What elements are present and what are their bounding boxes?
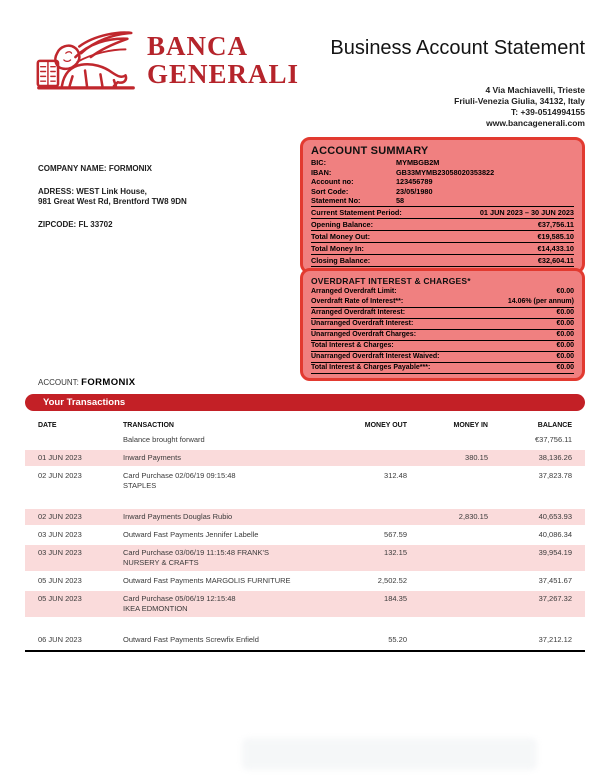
col-transaction: TRANSACTION (123, 422, 174, 429)
overdraft-title: OVERDRAFT INTEREST & CHARGES* (311, 276, 471, 286)
account-summary-title: ACCOUNT SUMMARY (311, 145, 429, 157)
cell-date (38, 435, 123, 445)
cell-transaction: Outward Fast Payments Jennifer Labelle (123, 530, 259, 539)
transaction-row (25, 509, 585, 525)
cell-transaction: Outward Fast Payments Screwfix Enfield (123, 635, 259, 644)
field-value: €14,433.10 (537, 243, 574, 253)
transactions-section (25, 394, 585, 652)
transactions-body (25, 432, 585, 648)
summary-field (311, 187, 574, 197)
cell-transaction: Balance brought forward (123, 435, 205, 444)
field-value: €37,756.11 (537, 219, 574, 229)
summary-row (311, 242, 574, 254)
cell-transaction-line2: IKEA EDMONTION (123, 604, 188, 613)
account-label: ACCOUNT: (38, 378, 79, 387)
cell-transaction-line2: STAPLES (123, 481, 157, 490)
cell-money-in (407, 594, 488, 614)
field-label: Statement No: (311, 196, 361, 206)
field-value: €0.00 (556, 309, 574, 316)
field-label: Current Statement Period: (311, 207, 402, 217)
cell-money-in (407, 548, 488, 568)
cell-money-out: 55.20 (388, 635, 407, 644)
overdraft-row (311, 352, 574, 363)
field-label: BIC: (311, 158, 326, 167)
cell-date: 03 JUN 2023 (38, 548, 82, 557)
summary-field (311, 168, 574, 178)
field-value: 123456789 (396, 177, 433, 187)
summary-row (311, 218, 574, 230)
cell-money-out: 567.59 (384, 530, 407, 539)
cell-balance: 37,267.32 (538, 594, 572, 603)
cell-money-out (322, 453, 407, 463)
summary-row (311, 230, 574, 242)
overdraft-row (311, 308, 574, 319)
field-label: Arranged Overdraft Limit: (311, 288, 397, 295)
field-value: €19,585.10 (537, 231, 574, 241)
cell-money-in: 2,830.15 (458, 512, 488, 521)
cell-balance: 39,954.19 (538, 548, 572, 557)
transaction-row (25, 432, 585, 448)
overdraft-box (300, 268, 585, 381)
table-bottom-rule (25, 650, 585, 652)
transaction-row (25, 632, 585, 648)
cell-balance: €37,756.11 (535, 435, 572, 444)
cell-money-in (407, 530, 488, 540)
overdraft-row (311, 363, 574, 374)
field-value: 23/05/1980 (396, 186, 433, 196)
col-money-out: MONEY OUT (364, 422, 407, 429)
account-name: FORMONIX (81, 377, 136, 388)
transactions-column-headers (25, 419, 585, 432)
cell-money-in: 380.15 (465, 453, 488, 462)
field-label: Total Money Out: (311, 231, 371, 241)
cell-transaction: Inward Payments Douglas Rubio (123, 512, 233, 521)
cell-date: 06 JUN 2023 (38, 635, 82, 644)
field-label: Closing Balance: (311, 255, 371, 265)
account-line (38, 377, 136, 388)
summary-field (311, 158, 574, 168)
cell-transaction-line2: NURSERY & CRAFTS (123, 558, 199, 567)
bank-name: BANCA GENERALI (147, 31, 300, 89)
field-value: €0.00 (556, 288, 574, 295)
field-label: Overdraft Rate of Interest**: (311, 298, 404, 305)
statement-title: Business Account Statement (330, 37, 585, 59)
bank-address: 4 Via Machiavelli, Trieste Friuli-Venezia Giulia, 34132, Italy T: +39-0514994155 www.bancagenerali.com (454, 85, 585, 128)
field-value: 01 JUN 2023 – 30 JUN 2023 (479, 207, 574, 217)
col-balance: BALANCE (537, 422, 572, 429)
cell-date: 02 JUN 2023 (38, 512, 82, 521)
col-money-in: MONEY IN (453, 422, 488, 429)
field-value: €0.00 (556, 364, 574, 371)
cell-date: 05 JUN 2023 (38, 594, 82, 603)
cell-transaction: Outward Fast Payments MARGOLIS FURNITURE (123, 576, 291, 585)
cell-money-out: 132.15 (384, 548, 407, 557)
cell-date: 01 JUN 2023 (38, 453, 82, 462)
cell-transaction: Card Purchase 05/06/19 12:15:48 IKEA EDMONTION (123, 594, 322, 614)
bank-logo (33, 24, 299, 94)
field-label: Unarranged Overdraft Interest Waived: (311, 353, 440, 360)
field-label: Arranged Overdraft Interest: (311, 309, 406, 316)
cell-money-in (407, 576, 488, 586)
overdraft-row (311, 330, 574, 341)
account-summary-fields (311, 158, 574, 206)
cell-money-out (322, 435, 407, 445)
overdraft-rows (311, 287, 574, 374)
cell-balance: 40,086.34 (538, 530, 572, 539)
summary-row (311, 254, 574, 267)
field-value: MYMBGB2M (396, 158, 440, 167)
summary-field (311, 196, 574, 206)
transaction-row (25, 545, 585, 571)
field-label: IBAN: (311, 167, 332, 177)
company-zipcode: ZIPCODE: FL 33702 (38, 220, 113, 229)
cell-balance: 38,136.26 (538, 453, 572, 462)
cell-balance: 40,653.93 (538, 512, 572, 521)
company-address-2: 981 Great West Rd, Brentford TW8 9DN (38, 197, 187, 206)
transaction-row (25, 450, 585, 466)
cell-money-out: 2,502.52 (377, 576, 407, 585)
overdraft-row (311, 319, 574, 330)
cell-transaction: Card Purchase 02/06/19 09:15:48 STAPLES (123, 471, 322, 491)
cell-balance: 37,212.12 (538, 635, 572, 644)
field-label: Account no: (311, 177, 354, 187)
field-label: Sort Code: (311, 186, 349, 196)
transaction-row (25, 591, 585, 617)
company-name: COMPANY NAME: FORMONIX (38, 164, 152, 173)
cell-date: 05 JUN 2023 (38, 576, 82, 585)
winged-lion-icon (33, 24, 139, 94)
col-date: DATE (38, 422, 57, 429)
cell-money-in (407, 471, 488, 491)
overdraft-row (311, 287, 574, 297)
summary-field (311, 177, 574, 187)
cell-money-out: 184.35 (384, 594, 407, 603)
field-value: 14.06% (per annum) (507, 298, 574, 305)
summary-row (311, 206, 574, 218)
transaction-row (25, 527, 585, 543)
company-info (38, 164, 187, 230)
field-value: €32,604.11 (537, 255, 574, 265)
transaction-row (25, 468, 585, 494)
field-value: GB33MYMB23058020353822 (396, 167, 495, 177)
overdraft-row (311, 341, 574, 352)
overdraft-row (311, 297, 574, 308)
transactions-header-bar: Your Transactions (25, 394, 585, 411)
field-value: €0.00 (556, 353, 574, 360)
cell-transaction: Card Purchase 03/06/19 11:15:48 FRANK'S NURSERY & CRAFTS (123, 548, 322, 568)
field-value: €0.00 (556, 320, 574, 327)
bank-website[interactable]: www.bancagenerali.com (486, 118, 585, 128)
cell-date: 02 JUN 2023 (38, 471, 82, 480)
field-label: Total Interest & Charges Payable***: (311, 364, 431, 371)
field-label: Total Money In: (311, 243, 364, 253)
cell-date: 03 JUN 2023 (38, 530, 82, 539)
field-label: Opening Balance: (311, 219, 374, 229)
cell-money-in (407, 435, 488, 445)
cell-money-out: 312.48 (384, 471, 407, 480)
field-label: Unarranged Overdraft Interest: (311, 320, 414, 327)
cell-balance: 37,823.78 (538, 471, 572, 480)
field-value: 58 (396, 196, 405, 206)
cell-money-in (407, 635, 488, 645)
field-value: €0.00 (556, 331, 574, 338)
field-value: €0.00 (556, 342, 574, 349)
cell-balance: 37,451.67 (538, 576, 572, 585)
cell-money-out (322, 512, 407, 522)
cell-transaction: Inward Payments (123, 453, 181, 462)
account-summary-box (300, 137, 585, 274)
account-summary-rows (311, 206, 574, 267)
company-address-1: ADRESS: WEST Link House, (38, 187, 147, 196)
field-label: Total Interest & Charges: (311, 342, 394, 349)
faint-watermark (242, 738, 537, 770)
transaction-row (25, 573, 585, 589)
field-label: Unarranged Overdraft Charges: (311, 331, 417, 338)
